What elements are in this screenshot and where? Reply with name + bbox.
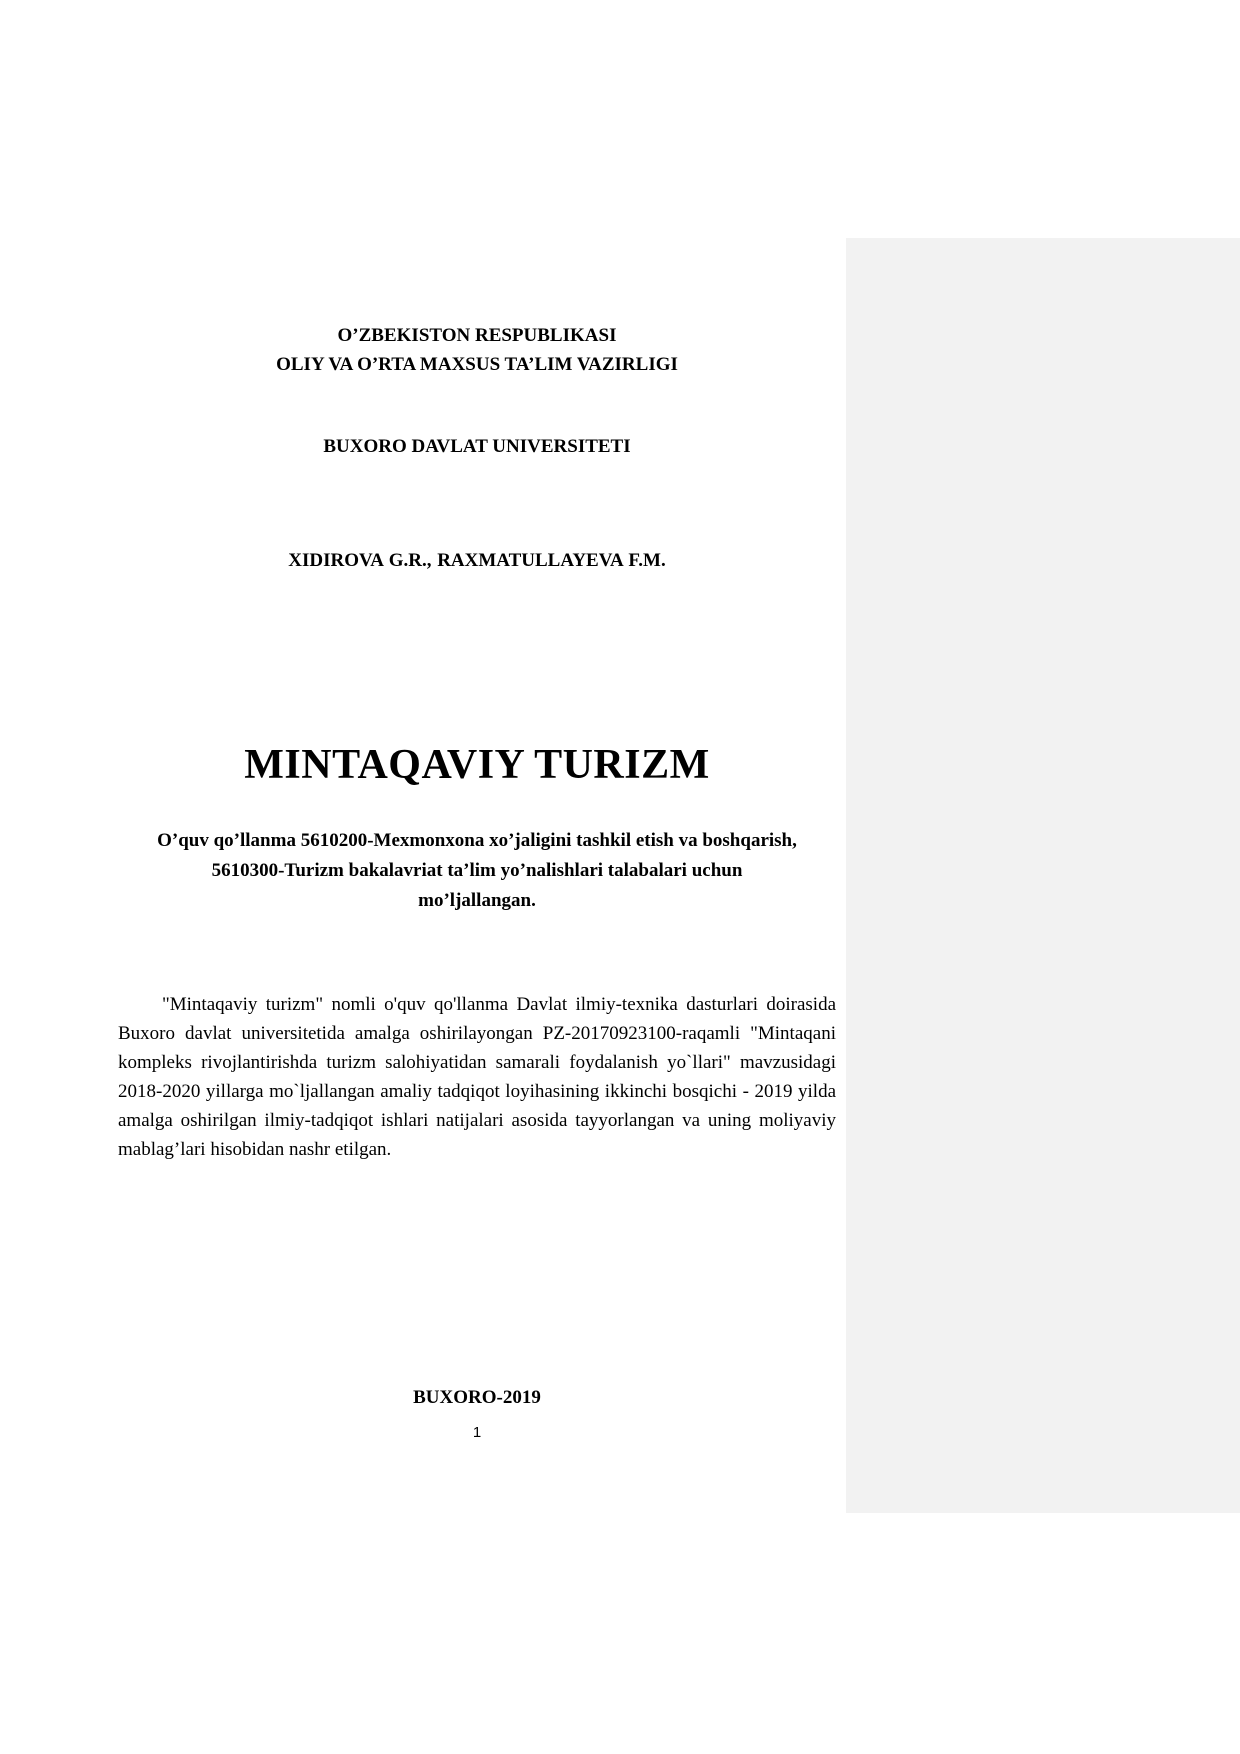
- ministry-heading: OLIY VA O’RTA MAXSUS TA’LIM VAZIRLIGI: [276, 354, 678, 375]
- document-page: [118, 0, 836, 1754]
- university-heading: BUXORO DAVLAT UNIVERSITETI: [323, 436, 631, 457]
- document-title: MINTAQAVIY TURIZM: [244, 742, 710, 788]
- authors: XIDIROVA G.R., RAXMATULLAYEVA F.M.: [288, 550, 666, 571]
- city-year: BUXORO-2019: [413, 1387, 541, 1408]
- subtitle-line: mo’ljallangan.: [418, 890, 536, 911]
- comment-pane: [846, 238, 1240, 1513]
- page-number: 1: [472, 1424, 482, 1441]
- subtitle-line: O’quv qo’llanma 5610200-Mexmonxona xo’jaligini tashkil etish va boshqarish,: [157, 830, 797, 851]
- abstract-paragraph: "Mintaqaviy turizm" nomli o'quv qo'llanma Davlat ilmiy-texnika dasturlari doirasida Buxoro davlat universitetida amalga oshirilayongan PZ-20170923100-raqamli "Mintaqani kompleks rivojlantirishda turizm salohiyatidan samarali foydalanish yo`llari" mavzusidagi 2018-2020 yillarga mo`ljallangan amaliy tadqiqot loyihasining ikkinchi bosqichi - 2019 yilda amalga oshirilgan ilmiy-tadqiqot ishlari natijalari asosida tayyorlangan va uning moliyaviy mablag’lari hisobidan nashr etilgan.: [118, 994, 836, 1160]
- subtitle-line: 5610300-Turizm bakalavriat ta’lim yo’nalishlari talabalari uchun: [211, 860, 743, 881]
- republic-heading: O’ZBEKISTON RESPUBLIKASI: [337, 325, 617, 346]
- subtitle: [118, 826, 836, 916]
